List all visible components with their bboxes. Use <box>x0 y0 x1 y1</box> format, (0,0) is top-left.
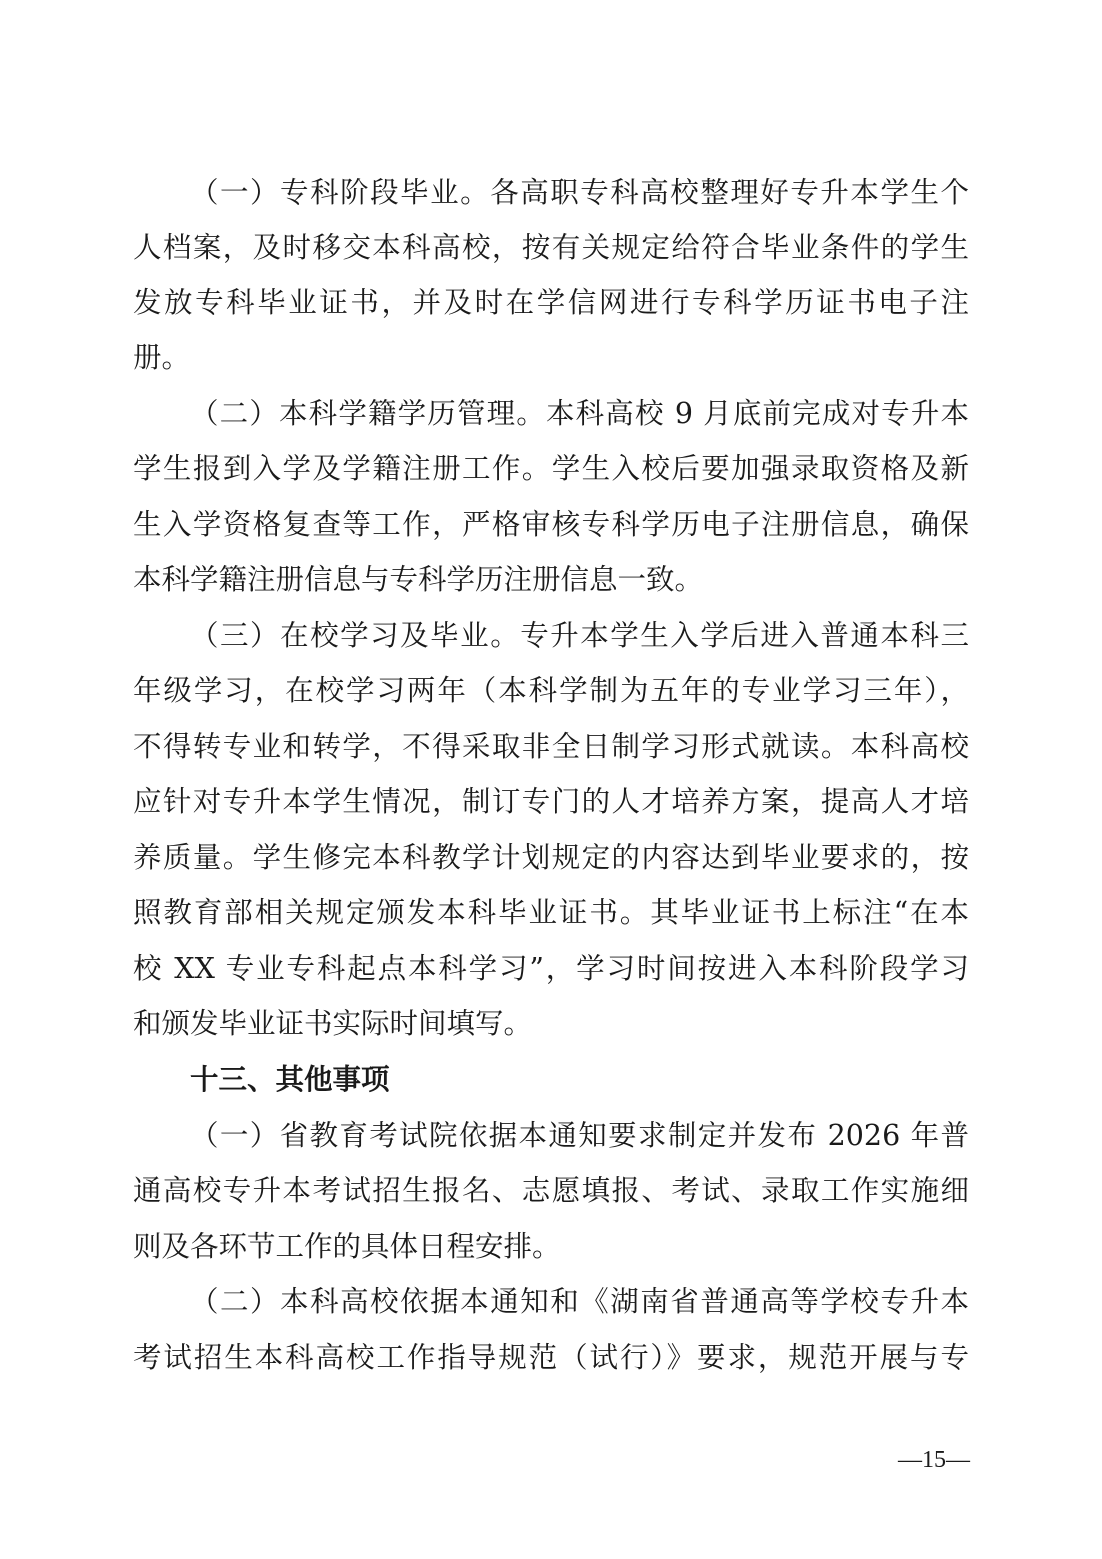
page-number: —15— <box>898 1447 970 1473</box>
paragraph-3-line-3: 不得转专业和转学，不得采取非全日制学习形式就读。本科高校 <box>133 730 969 763</box>
paragraph-2-line-3: 生入学资格复查等工作，严格审核专科学历电子注册信息，确保 <box>133 508 969 541</box>
paragraph-1-line-4: 册。 <box>133 341 191 374</box>
paragraph-3-line-7: 校 XX 专业专科起点本科学习”，学习时间按进入本科阶段学习 <box>133 952 969 985</box>
section-heading: 十三、其他事项 <box>190 1063 390 1096</box>
paragraph-2-line-2: 学生报到入学及学籍注册工作。学生入校后要加强录取资格及新 <box>133 452 969 485</box>
paragraph-2-line-1: （二）本科学籍学历管理。本科高校 9 月底前完成对专升本 <box>190 397 969 430</box>
paragraph-2-line-4: 本科学籍注册信息与专科学历注册信息一致。 <box>133 563 704 596</box>
paragraph-3-line-1: （三）在校学习及毕业。专升本学生入学后进入普通本科三 <box>190 619 969 652</box>
paragraph-1-line-3: 发放专科毕业证书，并及时在学信网进行专科学历证书电子注 <box>133 286 969 319</box>
paragraph-4-line-3: 则及各环节工作的具体日程安排。 <box>133 1230 561 1263</box>
paragraph-3-line-6: 照教育部相关规定颁发本科毕业证书。其毕业证书上标注“在本 <box>133 896 969 929</box>
paragraph-1-line-2: 人档案，及时移交本科高校，按有关规定给符合毕业条件的学生 <box>133 231 969 264</box>
paragraph-4-line-2: 通高校专升本考试招生报名、志愿填报、考试、录取工作实施细 <box>133 1174 969 1207</box>
paragraph-3-line-5: 养质量。学生修完本科教学计划规定的内容达到毕业要求的，按 <box>133 841 969 874</box>
paragraph-3-line-2: 年级学习，在校学习两年（本科学制为五年的专业学习三年）， <box>133 674 969 707</box>
paragraph-3-line-4: 应针对专升本学生情况，制订专门的人才培养方案，提高人才培 <box>133 785 969 818</box>
paragraph-5-line-1: （二）本科高校依据本通知和《湖南省普通高等学校专升本 <box>190 1285 969 1318</box>
paragraph-3-line-8: 和颁发毕业证书实际时间填写。 <box>133 1007 533 1040</box>
paragraph-1-line-1: （一）专科阶段毕业。各高职专科高校整理好专升本学生个 <box>190 176 969 209</box>
paragraph-4-line-1: （一）省教育考试院依据本通知要求制定并发布 2026 年普 <box>190 1119 969 1152</box>
paragraph-5-line-2: 考试招生本科高校工作指导规范（试行）》要求，规范开展与专 <box>133 1341 969 1374</box>
